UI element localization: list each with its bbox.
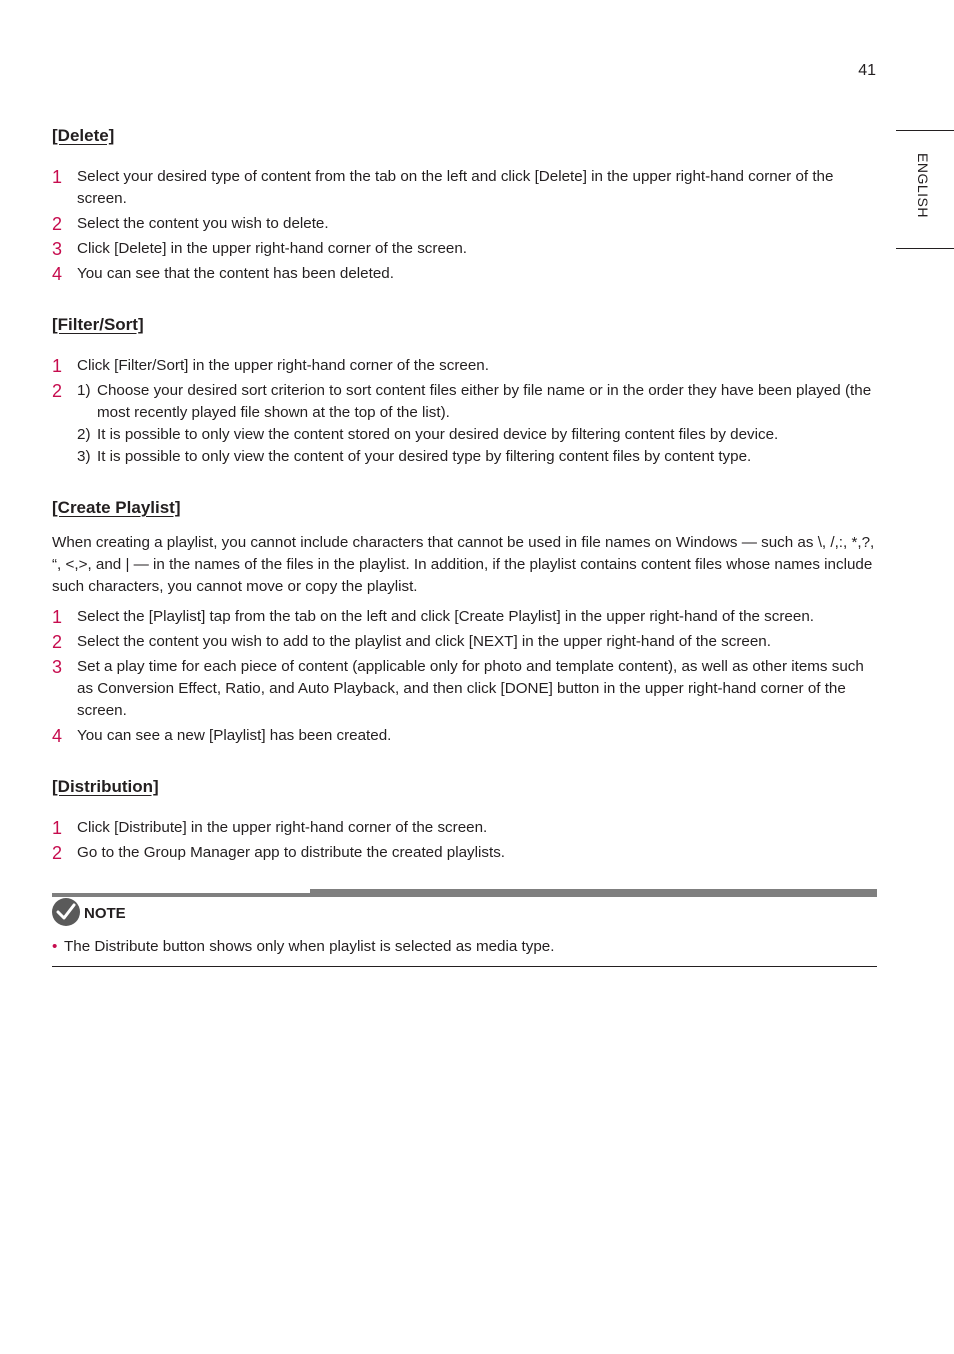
list-item	[52, 380, 877, 468]
delete-steps	[52, 166, 877, 288]
step-text: Select the [Playlist] tap from the tab on the left and click [Create Playlist] in the upper right-hand of the screen.	[77, 608, 814, 625]
distribution-steps	[52, 817, 877, 867]
step-text: Click [Distribute] in the upper right-hand corner of the screen.	[77, 819, 488, 836]
step-number: 2	[52, 214, 63, 234]
step-number: 2	[52, 381, 63, 401]
step-text: Select the content you wish to delete.	[77, 215, 329, 232]
list-item	[52, 263, 877, 285]
sub-item	[77, 446, 877, 468]
list-item	[52, 166, 877, 210]
step-number: 1	[52, 167, 63, 187]
side-tab-label: ENGLISH	[915, 153, 931, 218]
list-item	[52, 213, 877, 235]
step-text: Click [Delete] in the upper right-hand corner of the screen.	[77, 240, 468, 257]
create-playlist-heading: [Create Playlist]	[52, 498, 181, 517]
note-item	[52, 936, 554, 958]
create-playlist-intro: When creating a playlist, you cannot include characters that cannot be used in file names on Windows — such as \, /,:, *,?, “, <,>, and | — in the names of the files in the playlist. In addition, if the playlist contains content files whose names include such characters, you cannot move or copy the playlist.	[52, 534, 875, 595]
sub-item-number: 2)	[77, 426, 91, 443]
step-number: 4	[52, 264, 63, 284]
page-number: 41	[858, 62, 876, 79]
list-item	[52, 842, 877, 864]
note-bottom-rule	[52, 966, 877, 967]
step-number: 1	[52, 607, 63, 627]
step-text: Click [Filter/Sort] in the upper right-hand corner of the screen.	[77, 357, 489, 374]
step-text: Set a play time for each piece of content (applicable only for photo and template content), as well as other items such as Conversion Effect, Ratio, and Auto Playback, and then click [DONE] button in the upper right-hand corner of the screen.	[77, 658, 864, 719]
step-text: Select the content you wish to add to the playlist and click [NEXT] in the upper right-hand of the screen.	[77, 633, 771, 650]
step-text: You can see a new [Playlist] has been created.	[77, 727, 392, 744]
bullet: •	[52, 938, 58, 955]
step-text: Go to the Group Manager app to distribute the created playlists.	[77, 844, 506, 861]
list-item	[52, 631, 877, 653]
list-item	[52, 656, 877, 722]
sub-item	[77, 424, 877, 446]
note-text: The Distribute button shows only when playlist is selected as media type.	[64, 938, 555, 955]
sub-item-text: It is possible to only view the content stored on your desired device by filtering content files by device.	[97, 426, 779, 443]
filter-sort-heading: [Filter/Sort]	[52, 315, 144, 334]
step-number: 2	[52, 843, 63, 863]
note-label: NOTE	[84, 905, 126, 922]
sub-item-text: It is possible to only view the content of your desired type by filtering content files by content type.	[97, 448, 752, 465]
list-item	[52, 355, 877, 377]
language-side-tab	[896, 130, 954, 249]
checkmark-icon	[52, 898, 80, 926]
sub-item-number: 3)	[77, 448, 91, 465]
sub-item-text: Choose your desired sort criterion to sort content files either by file name or in the order they have been played (the most recently played file shown at the top of the list).	[97, 382, 872, 421]
step-number: 1	[52, 356, 63, 376]
step-number: 2	[52, 632, 63, 652]
filter-sort-steps	[52, 355, 877, 471]
step-text: Select your desired type of content from the tab on the left and click [Delete] in the upper right-hand corner of the screen.	[77, 168, 834, 207]
list-item	[52, 606, 877, 628]
step-number: 3	[52, 657, 63, 677]
step-text: You can see that the content has been deleted.	[77, 265, 394, 282]
step-number: 1	[52, 818, 63, 838]
distribution-heading: [Distribution]	[52, 777, 159, 796]
note-top-rule-notch	[52, 889, 310, 893]
sub-item	[77, 380, 877, 424]
list-item	[52, 725, 877, 747]
list-item	[52, 817, 877, 839]
step-number: 4	[52, 726, 63, 746]
sub-item-number: 1)	[77, 382, 91, 399]
delete-heading: [Delete]	[52, 126, 115, 145]
step-number: 3	[52, 239, 63, 259]
create-playlist-steps	[52, 606, 877, 750]
list-item	[52, 238, 877, 260]
